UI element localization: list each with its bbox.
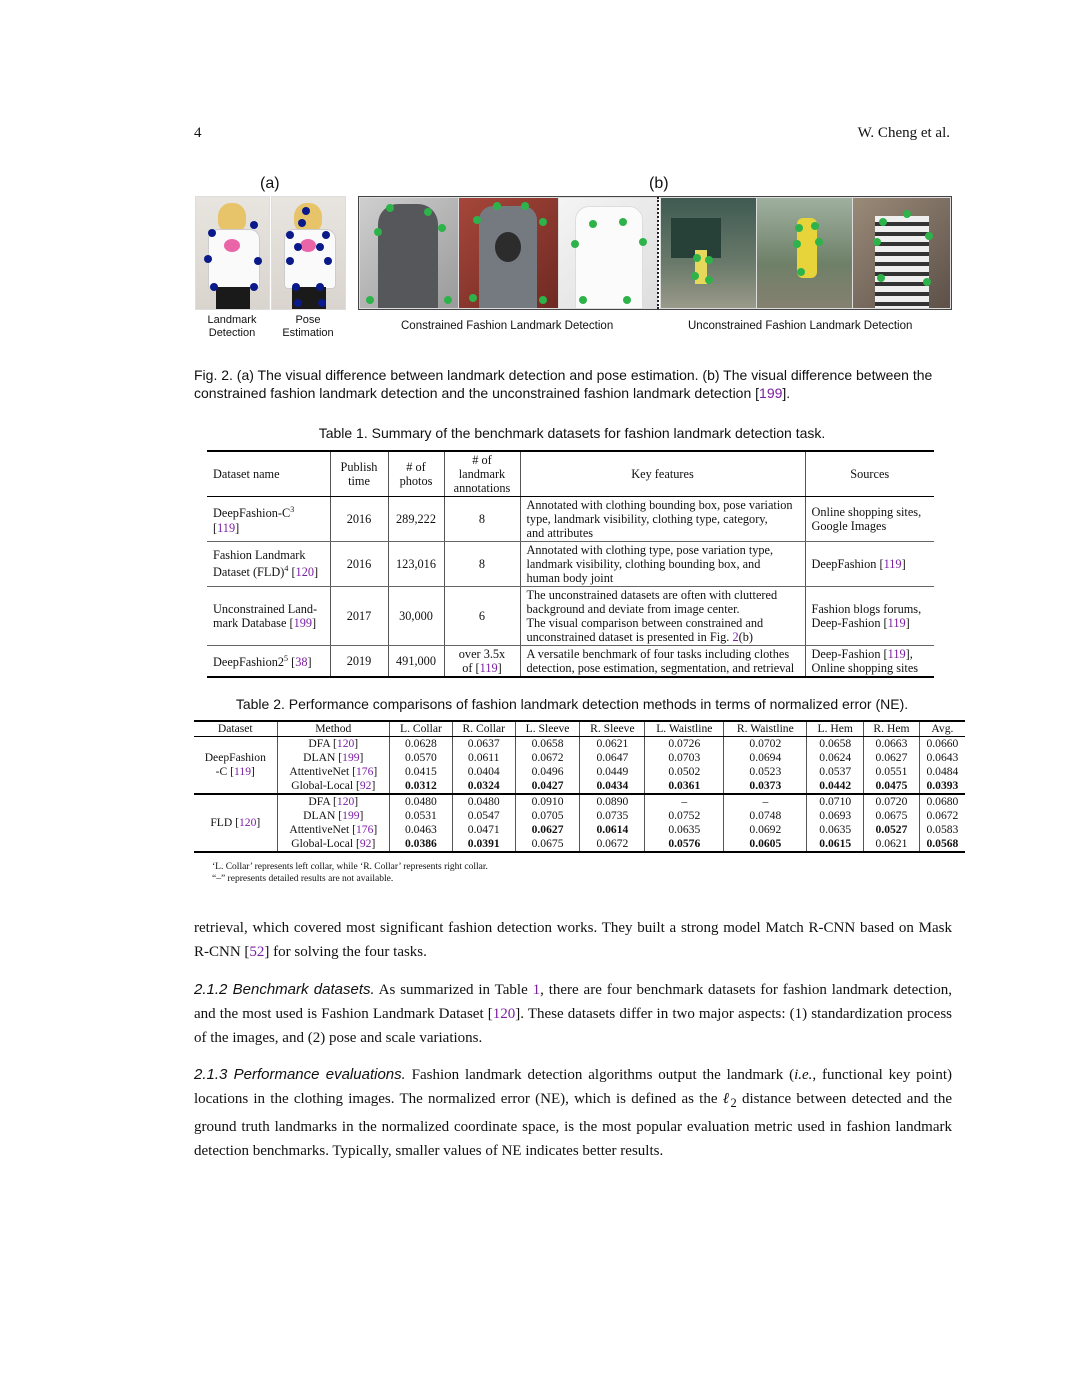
table2-note-collar: ‘L. Collar’ represents left collar, while ‘R. Collar’ represents right collar. — [212, 862, 488, 872]
table2-col-header: Avg. — [919, 721, 965, 737]
value-cell: 0.0614 — [580, 823, 645, 837]
th-landmarks: # of landmark annotations — [444, 451, 520, 497]
table2-col-header: R. Collar — [452, 721, 515, 737]
value-cell: 0.0480 — [390, 794, 453, 809]
citation-link[interactable]: 120 — [238, 816, 257, 829]
table-row — [194, 737, 965, 752]
table2-col-header: R. Hem — [864, 721, 920, 737]
value-cell: 0.0475 — [864, 779, 920, 794]
table1-header-row — [207, 451, 934, 497]
value-cell: 0.0705 — [515, 809, 580, 823]
figure-label-b: (b) — [649, 175, 669, 192]
table2-col-header: Dataset — [194, 721, 277, 737]
section-2-1-2: 2.1.2 Benchmark datasets. As summarized in Table 1, there are four benchmark datasets for fashion landmark detection, and the most used is Fashion Landmark Dataset [120]. These datasets differ in two major aspects: (1) standardization process of the images, and (2) pose and scale variations. — [194, 981, 952, 1046]
table2-col-header: L. Collar — [390, 721, 453, 737]
value-cell: 0.0449 — [580, 765, 645, 779]
value-cell: 0.0576 — [645, 837, 724, 852]
value-cell: 0.0627 — [864, 751, 920, 765]
dotted-divider — [657, 197, 659, 309]
value-cell: 0.0568 — [919, 837, 965, 852]
value-cell: 0.0635 — [645, 823, 724, 837]
constrained-photo-2 — [458, 197, 559, 309]
dataset-group-cell: FLD [120] — [194, 794, 277, 852]
value-cell: 0.0647 — [580, 751, 645, 765]
value-cell: 0.0643 — [919, 751, 965, 765]
landmark-detection-photo — [195, 196, 270, 310]
citation-link[interactable]: 176 — [355, 765, 374, 778]
table-row: $DeepFashion2^5$ [38] 2019 491,000 over 3.5x of [119] A versatile benchmark of four tasks including clothes detection, pose estimation, segmentation, and retrieval Deep-Fashion [119], Online shopping sites — [207, 646, 934, 678]
citation-link[interactable]: 120 — [492, 1006, 516, 1022]
value-cell: 0.0890 — [580, 794, 645, 809]
table-ref-link[interactable]: 1 — [532, 982, 541, 998]
table-row — [194, 765, 965, 779]
citation-link[interactable]: 119 — [887, 616, 906, 630]
value-cell: 0.0496 — [515, 765, 580, 779]
value-cell: 0.0672 — [515, 751, 580, 765]
table-row — [194, 794, 965, 809]
value-cell: 0.0637 — [452, 737, 515, 752]
method-cell: DFA [120] — [277, 737, 389, 752]
table2-col-header: L. Sleeve — [515, 721, 580, 737]
value-cell: 0.0471 — [452, 823, 515, 837]
citation-link[interactable]: 119 — [887, 647, 906, 661]
caption-constrained: Constrained Fashion Landmark Detection — [401, 320, 614, 332]
unconstrained-photo-1 — [660, 197, 757, 309]
value-cell: 0.0694 — [724, 751, 807, 765]
citation-link[interactable]: 176 — [355, 823, 374, 836]
th-publish-time: Publish time — [330, 451, 388, 497]
citation-link[interactable]: 199 — [293, 616, 313, 630]
pose-estimation-photo — [271, 196, 346, 310]
table2-header-row — [194, 721, 965, 737]
section-title-benchmark: 2.1.2 Benchmark datasets. — [194, 981, 375, 998]
constrained-photo-1 — [359, 197, 459, 309]
unconstrained-photo-2 — [756, 197, 853, 309]
value-cell: 0.0427 — [515, 779, 580, 794]
value-cell: 0.0547 — [452, 809, 515, 823]
value-cell: 0.0373 — [724, 779, 807, 794]
value-cell: 0.0386 — [390, 837, 453, 852]
method-cell: DFA [120] — [277, 794, 389, 809]
value-cell: 0.0312 — [390, 779, 453, 794]
page-number: 4 — [194, 125, 202, 141]
paragraph-retrieval: retrieval, which covered most significant fashion detection works. They built a strong model Match R-CNN based on Mask R-CNN [52] for solving the four tasks. — [194, 920, 952, 960]
caption-unconstrained: Unconstrained Fashion Landmark Detection — [688, 320, 913, 332]
value-cell: 0.0663 — [864, 737, 920, 752]
value-cell: 0.0675 — [864, 809, 920, 823]
citation-link[interactable]: 119 — [217, 520, 236, 535]
citation-link[interactable]: 120 — [295, 565, 314, 580]
caption-landmark-detection: Landmark Detection — [207, 314, 257, 339]
method-cell: Global-Local [92] — [277, 837, 389, 852]
table1-caption: Table 1. Summary of the benchmark datasets for fashion landmark detection task. — [318, 425, 826, 441]
citation-link[interactable]: 119 — [479, 661, 498, 675]
citation-link[interactable]: 92 — [359, 779, 372, 792]
table1-benchmark-datasets — [207, 450, 934, 678]
caption-pose-estimation: Pose Estimation — [282, 314, 334, 339]
value-cell: 0.0703 — [645, 751, 724, 765]
th-sources: Sources — [805, 451, 934, 497]
method-cell: AttentiveNet [176] — [277, 765, 389, 779]
value-cell: 0.0415 — [390, 765, 453, 779]
citation-link[interactable]: 199 — [342, 809, 360, 822]
citation-link[interactable]: 52 — [249, 944, 265, 960]
value-cell: 0.0720 — [864, 794, 920, 809]
value-cell: 0.0680 — [919, 794, 965, 809]
table2-col-header: L. Hem — [807, 721, 864, 737]
value-cell: 0.0624 — [807, 751, 864, 765]
value-cell: 0.0910 — [515, 794, 580, 809]
value-cell: 0.0484 — [919, 765, 965, 779]
table-row — [194, 823, 965, 837]
method-cell: DLAN [199] — [277, 809, 389, 823]
th-key-features: Key features — [520, 451, 805, 497]
citation-link[interactable]: 199 — [342, 751, 360, 764]
method-cell: Global-Local [92] — [277, 779, 389, 794]
value-cell: 0.0391 — [452, 837, 515, 852]
section-title-performance: 2.1.3 Performance evaluations. — [194, 1066, 406, 1083]
value-cell: 0.0752 — [645, 809, 724, 823]
value-cell: 0.0692 — [724, 823, 807, 837]
table-row — [194, 779, 965, 794]
table2-caption: Table 2. Performance comparisons of fashion landmark detection methods in terms of normalized error (NE). — [235, 696, 909, 712]
value-cell: 0.0605 — [724, 837, 807, 852]
table2-performance — [194, 720, 965, 853]
table2-note-dash: “–” represents detailed results are not available. — [212, 874, 394, 884]
value-cell: 0.0735 — [580, 809, 645, 823]
value-cell: – — [724, 794, 807, 809]
constrained-photo-3 — [558, 197, 658, 309]
dataset-group-cell: DeepFashion -C [119] — [194, 737, 277, 795]
value-cell: 0.0611 — [452, 751, 515, 765]
value-cell: 0.0672 — [919, 809, 965, 823]
table-row: DeepFashion-$C^3$ [119] 2016 289,222 8 Annotated with clothing bounding box, pose variation type, landmark visibility, clothing type, category, and attributes Online shopping sites, Google Images — [207, 497, 934, 542]
value-cell: 0.0551 — [864, 765, 920, 779]
value-cell: 0.0658 — [515, 737, 580, 752]
value-cell: 0.0502 — [645, 765, 724, 779]
value-cell: 0.0324 — [452, 779, 515, 794]
citation-link[interactable]: 38 — [295, 655, 308, 670]
table2-col-header: R. Sleeve — [580, 721, 645, 737]
value-cell: 0.0361 — [645, 779, 724, 794]
method-cell: DLAN [199] — [277, 751, 389, 765]
value-cell: 0.0628 — [390, 737, 453, 752]
value-cell: 0.0393 — [919, 779, 965, 794]
value-cell: 0.0621 — [864, 837, 920, 852]
value-cell: 0.0615 — [807, 837, 864, 852]
value-cell: 0.0748 — [724, 809, 807, 823]
value-cell: 0.0693 — [807, 809, 864, 823]
table2-col-header: L. Waistline — [645, 721, 724, 737]
section-2-1-3: 2.1.3 Performance evaluations. Fashion landmark detection algorithms output the landmark (i.e., functional key point) locations in the clothing images. The normalized error (NE), which is defined as the ℓ$_2$ distance between detected and the ground truth landmarks in the normalized coordinate space, is the most popular evaluation metric used in fashion landmark detection benchmarks. Typically, smaller values of NE indicates better results. — [194, 1066, 953, 1159]
value-cell: 0.0635 — [807, 823, 864, 837]
citation-link[interactable]: 92 — [359, 837, 372, 850]
table-row: Unconstrained Land- mark Database [199] 2017 30,000 6 The unconstrained datasets are often with cluttered background and deviate from image center. The visual comparison between constrained and unconstrained dataset is presented in Fig. 2(b) Fashion blogs forums, Deep-Fashion [119] — [207, 587, 934, 646]
value-cell: 0.0658 — [807, 737, 864, 752]
citation-link[interactable]: 120 — [336, 737, 355, 750]
value-cell: 0.0531 — [390, 809, 453, 823]
value-cell: 0.0627 — [515, 823, 580, 837]
table-row: Fashion Landmark Dataset (FLD)$^4$ [120] 2016 123,016 8 Annotated with clothing type, pose variation type, landmark visibility, clothing bounding box, and human body joint DeepFashion [119] — [207, 542, 934, 587]
figure-caption: Fig. 2. (a) The visual difference between landmark detection and pose estimation. (b) The visual difference between the constrained fashion landmark detection and the unconstrained fashion landmark detection [199]. — [194, 367, 933, 401]
value-cell: 0.0710 — [807, 794, 864, 809]
table-row — [194, 809, 965, 823]
th-dataset-name: Dataset name — [207, 451, 330, 497]
value-cell: 0.0672 — [580, 837, 645, 852]
value-cell: 0.0537 — [807, 765, 864, 779]
value-cell: 0.0434 — [580, 779, 645, 794]
value-cell: 0.0726 — [645, 737, 724, 752]
value-cell: 0.0570 — [390, 751, 453, 765]
value-cell: 0.0523 — [724, 765, 807, 779]
value-cell: 0.0480 — [452, 794, 515, 809]
value-cell: 0.0527 — [864, 823, 920, 837]
value-cell: – — [645, 794, 724, 809]
table2-col-header: Method — [277, 721, 389, 737]
table2-col-header: R. Waistline — [724, 721, 807, 737]
table-row — [194, 837, 965, 852]
citation-link[interactable]: 119 — [883, 557, 902, 571]
value-cell: 0.0404 — [452, 765, 515, 779]
citation-link[interactable]: 199 — [759, 385, 783, 401]
unconstrained-photo-3 — [852, 197, 951, 309]
value-cell: 0.0463 — [390, 823, 453, 837]
value-cell: 0.0660 — [919, 737, 965, 752]
value-cell: 0.0442 — [807, 779, 864, 794]
value-cell: 0.0621 — [580, 737, 645, 752]
value-cell: 0.0702 — [724, 737, 807, 752]
citation-link[interactable]: 119 — [234, 765, 251, 778]
figure-ref-link[interactable]: 2 — [732, 630, 739, 644]
value-cell: 0.0583 — [919, 823, 965, 837]
citation-link[interactable]: 120 — [336, 795, 355, 808]
th-photos: # of photos — [388, 451, 444, 497]
running-header-authors: W. Cheng et al. — [857, 125, 950, 141]
value-cell: 0.0675 — [515, 837, 580, 852]
method-cell: AttentiveNet [176] — [277, 823, 389, 837]
figure-label-a: (a) — [260, 175, 280, 192]
table-row — [194, 751, 965, 765]
